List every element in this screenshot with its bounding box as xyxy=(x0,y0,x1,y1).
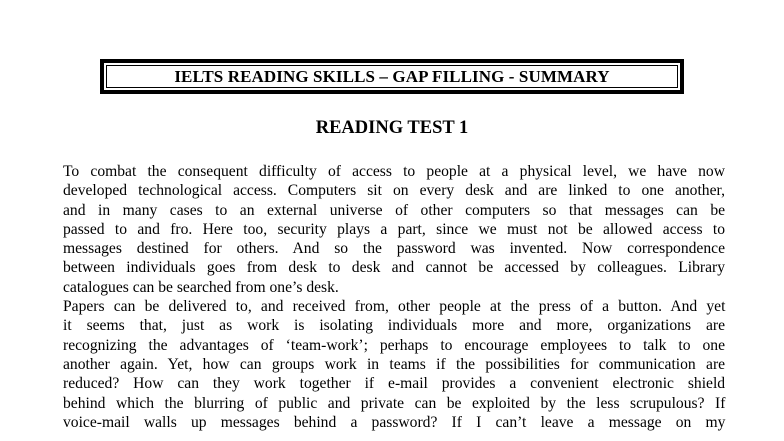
title-box xyxy=(100,59,684,94)
passage-line: recognizing the advantages of ‘team-work’; perhaps to encourage employees to talk to one xyxy=(63,336,725,354)
passage-line: catalogues can be searched from one’s desk. xyxy=(63,278,339,296)
passage-line: it seems that, just as work is isolating individuals more and more, organizations are xyxy=(63,317,725,335)
document-title: IELTS READING SKILLS – GAP FILLING - SUMMARY xyxy=(174,66,610,86)
passage-line: between individuals goes from desk to desk and cannot be accessed by colleagues. Library xyxy=(63,259,725,277)
passage-line: To combat the consequent difficulty of access to people at a physical level, we have now xyxy=(63,163,725,180)
passage-line: Papers can be delivered to, and received from, other people at the press of a button. And yet xyxy=(63,298,726,316)
passage-line: another again. Yet, how can groups work in teams if the possibilities for communication are xyxy=(63,355,726,373)
reading-passage xyxy=(63,162,725,432)
passage-line: reduced? How can they work together if e-mail provides a convenient electronic shield xyxy=(63,375,726,393)
section-heading: READING TEST 1 xyxy=(315,118,469,138)
passage-line: passed to and fro. Here too, security plays a part, since we must not be allowed access to xyxy=(63,220,725,238)
passage-line: voice-mail walls up messages behind a password? If I can’t leave a message on my xyxy=(63,413,726,431)
passage-line: behind which the blurring of public and private can be exploited by the less scrupulous? If xyxy=(63,394,726,412)
passage-line: and in many cases to an external universe of other computers so that messages can be xyxy=(63,201,726,219)
passage-line: developed technological access. Computers sit on every desk and are linked to one another, xyxy=(63,182,725,200)
passage-line: messages destined for others. And so the password was invented. Now correspondence xyxy=(63,240,725,258)
